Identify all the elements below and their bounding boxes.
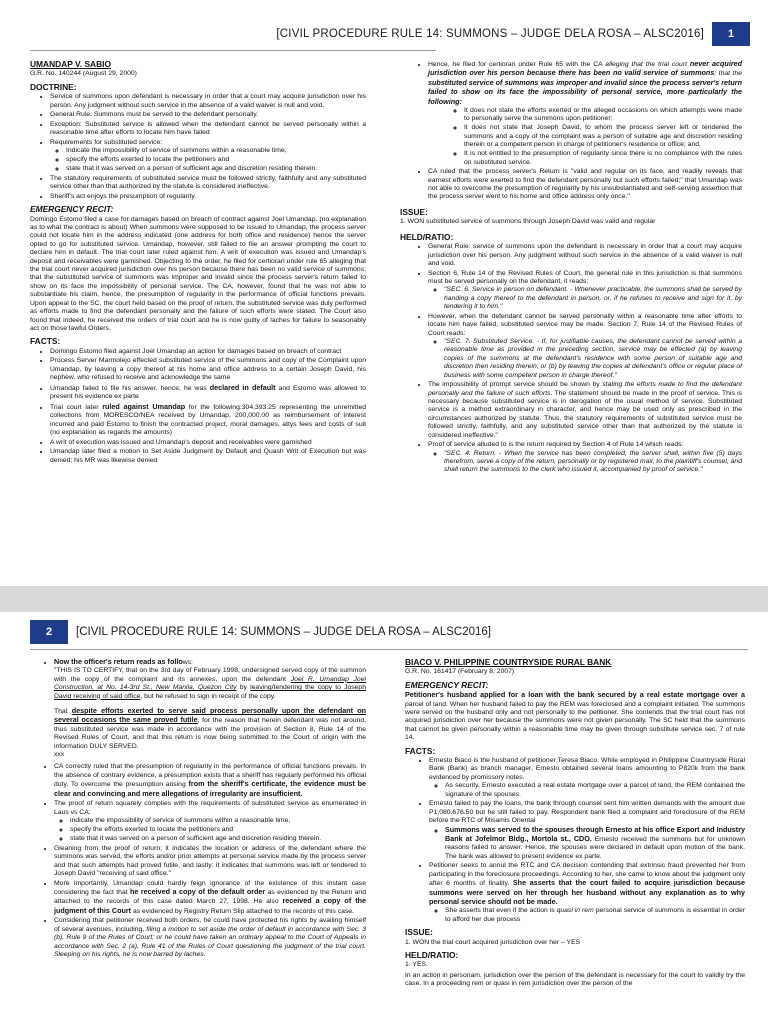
text-run: for the following:304,393.25 representing the unremitted collections from MORESCO/NEA received by Umandap, 200,000.00 as reimbursement of interest incurred and paid Estomo to finish the contracted project, moral damages, attys fees and costs of suit (no explanation as regards the amounts) bbox=[50, 403, 366, 436]
fact-sublist bbox=[429, 826, 745, 862]
text-run: . The statement should be made in the proof of service. This is necessary because substituted service is in derogation of the usual method of service. Substituted service is a method extraordinary in character, and hence may be used only as prescribed in the circumstances authorized by statute. Thus, the statutory requirements of substituted service must be followed strictly, faithfully, and any substituted service other than that authorized by the statute is considered ineffective." bbox=[428, 389, 742, 439]
list-item: • Domingo Estomo filed against Joel Umandap an action for damages based on breach of contract bbox=[50, 348, 366, 356]
list-item: • Gleaning from the proof of return; it indicates the location or address of the defendant where the summons was served, the efforts and/or prior attempts at personal service made by the process server and that such attempts had proved futile, and lastly: it indicates that summons was left or tendered to Joseph David "receiving of said office." bbox=[54, 845, 366, 879]
text-run: he received a copy of the default order bbox=[130, 886, 266, 896]
text-run: quasi in rem bbox=[556, 907, 594, 915]
text-run: never acquired jurisdiction over his person because there has been no valid service of summons bbox=[428, 59, 743, 78]
text-run: Petitioner seeks to annul the RTC and CA decision contending that extrinsic fraud prevented her from participating in the foreclosure proceedings. According to her, she came to know about the judgment only after 6 months of finality. bbox=[429, 862, 745, 888]
list-item bbox=[50, 139, 366, 174]
quote-list bbox=[428, 338, 742, 380]
list-item bbox=[428, 60, 742, 167]
text-run: Ernesto Biaco is the husband of petitioner Teresa Biaco. While employed in Philippine Countryside Rural Bank (Bank) as branch manager, Ernesto obtained several loans amounting to P820k from the bank evidenced by promissory notes. bbox=[429, 757, 745, 781]
case-title: UMANDAP V. SABIO bbox=[30, 59, 111, 69]
issue-text: 1. WON the trial court acquired jurisdiction over her – YES bbox=[405, 938, 581, 946]
list-item: ◦ It does not state the efforts exerted or the alleged occasions on which attempts were made to personally serve the summons upon petitioner; bbox=[464, 107, 742, 124]
recit-paragraph: Domingo Estomo filed a case for damages based on breach of contract against Joel Umandap. (no explanation as to what the contract is about) When summons were supposed to be issued to Umandap, the process server could not locate him in the address indicated (one address for both office and residence) hence the server opted to go for substituted service. Umandap, however, still failed to file an answer prompting the court to declare him in default. The trial court later ruled against him. A writ of execution was issued and Umandap's deposit and receivables were garnished. Objecting to the order, he filed for certiorari under rule 65 alleging that the trial court never acquired jurisdiction over his person because there has been no valid service of summons; that the substituted service of summons was improper and invalid since the process server's return failed to show on its face the impossibility of personal service. The CA, however, found that he was not able to substantiate his claim, hence, the presumption of regularity in the performance of official functions prevails. Upon appeal to the SC, the court held based on the proof of return, the substituted service was duly performed as efforts made to find the defendant personally and the failure of such efforts were stated. The Court also found that indeed, he received the orders of trial court and he is now guilty of laches for failure to seasonably act on those lawful Orders. bbox=[30, 215, 366, 332]
list-item: ◦ state that it was served on a person of sufficient age and discretion residing therein. bbox=[70, 835, 366, 843]
list-item: ◦ specify the efforts exerted to locate the petitioners and bbox=[70, 826, 366, 834]
held-heading: HELD/RATIO: bbox=[400, 231, 454, 242]
requirements-list bbox=[54, 817, 366, 843]
right-column bbox=[405, 658, 745, 991]
list-item: ◦ indicate the impossibility of service of summons within a reasonable time, bbox=[70, 817, 366, 825]
text-run: parcel of land. When her husband failed to pay the REM was foreclosed and a complaint initiated. The summons were served on the husband only and not personally to the petitioner. She contends that the trial court has not acquired jurisdiction over her because the summons were not given personally. The SC held that the summons that cannot be given personally within a reasonable time may be given through substitute service sec. 7 of rule 14. bbox=[405, 700, 745, 742]
header-rule bbox=[30, 649, 748, 650]
text-run: Umandap failed to file his answer, hence, he was bbox=[50, 384, 210, 392]
text-run: from the sheriff's certificate, the evidence must be clear and convincing and mere allegations of irregularity are insufficient. bbox=[54, 779, 366, 798]
text-run: leaving/tendering the copy to Joseph David receiving of said office bbox=[54, 684, 366, 700]
list-item: • The statutory requirements of substituted service must be followed strictly, faithfully and any substituted service other than that authorized by the statute is considered ineffective. bbox=[50, 175, 366, 192]
case-gr-number: G.R. No. 161417 (February 8, 2007) bbox=[405, 668, 515, 676]
left-column bbox=[30, 60, 366, 467]
list-item: ◦ It does not state that Joseph David, to whom the process server left or tendered the summons and a copy of the complaint was a person of suitable age and discretion residing therein or a competent person in charge of petitioner's residence or office; and, bbox=[464, 124, 742, 149]
text-run: Considering that petitioner received both orders, he could have protected his rights by availing himself of several avenues, including, bbox=[54, 917, 366, 933]
text-run: The proof of return squarely complies with the requirements of substituted service as enumerated in Laus vs CA: bbox=[54, 800, 366, 816]
list-item: ◦ As security, Ernesto executed a real estate mortgage over a parcel of land, the REM contained the signature of the spouses. bbox=[445, 782, 745, 799]
held-list bbox=[400, 243, 742, 475]
text-run: Ernesto received the summons but for unknown reasons failed to answer. Hence, the spouses were declared in default upon motion of the bank. The bank was allowed to present evidence ex parte. bbox=[445, 835, 745, 860]
list-item: ◦ state that it was served on a person of sufficient age and discretion residing therein. bbox=[66, 165, 366, 173]
list-item-text: Requirements for substituted service: bbox=[50, 138, 163, 146]
header-rule bbox=[30, 50, 436, 51]
recit-paragraph bbox=[405, 691, 745, 742]
that-paragraph bbox=[54, 707, 366, 751]
return-list bbox=[30, 658, 366, 959]
text-run: "THIS IS TO CERTIFY, that on the 3rd day of February 1998, undersigned served copy of the summon with the copy of the complaint and its annexes, upon the defendant bbox=[54, 667, 366, 683]
list-item bbox=[54, 763, 366, 799]
officer-return-quote bbox=[54, 667, 366, 701]
list-item bbox=[428, 441, 742, 475]
case-title: BIACO V. PHILIPPINE COUNTRYSIDE RURAL BANK bbox=[405, 657, 612, 667]
text-run: , for the reason that herein defendant was not around, thus substituted service was made in accordance with the provision of Section 8, Rule 14 of the Revised Rules of Court, and that this return is now being submitted to the Court of origin with the information DULY SERVED. bbox=[54, 717, 366, 750]
left-column bbox=[30, 658, 366, 961]
list-item bbox=[50, 403, 366, 438]
list-item: • Exception: Substituted service is allowed when the defendant cannot be served personally within a reasonable time after efforts to locate him have failed bbox=[50, 121, 366, 138]
text-run: Proof of service alluded to is the return required by Section 4 of Rule 14 which reads: bbox=[428, 441, 684, 449]
page-header bbox=[276, 22, 750, 46]
text-run: Petitioner's husband applied for a loan with the bank secured by a real estate mortgage over a bbox=[405, 690, 745, 700]
text-run: by bbox=[236, 684, 251, 692]
text-run: despite efforts exerted to serve said process personally upon the defendant on several occasions the same proved futile bbox=[54, 706, 366, 725]
text-run: Trial court later bbox=[50, 403, 103, 411]
text-run: alleging that the trial court bbox=[605, 61, 690, 68]
page-number-badge: 1 bbox=[712, 22, 750, 46]
text-run: That bbox=[54, 708, 72, 716]
issue-heading: ISSUE: bbox=[400, 206, 428, 217]
recit-heading: EMERGENCY RECIT: bbox=[30, 204, 114, 215]
list-item: ◦ Indicate the impossibility of service of summons within a reasonable time, bbox=[66, 147, 366, 155]
text-run: as evidenced by Registry Return Slip attached to the records of this case. bbox=[131, 907, 354, 915]
facts-heading: FACTS: bbox=[30, 336, 61, 347]
list-item: • General Rule: service of summons upon the defendant is necessary in order that a court may acquire jurisdiction over his person. Any judgment without such service in the absence of a valid waiver is null and void. bbox=[428, 243, 742, 268]
text-run: Now the officer's return reads as follo bbox=[54, 657, 183, 666]
text-run: substituted service of summons was improper and invalid since the process server's return failed to show on its face the impossibility of personal service, more particularly the following: bbox=[428, 77, 742, 106]
text-run: ws: bbox=[182, 659, 193, 666]
list-item bbox=[54, 880, 366, 917]
held-text: In an action in personam, jurisdiction over the person of the defendant is necessary for the court to validly try the case. In a proceeding rem or quasi in rem jurisdiction over the person of the bbox=[405, 971, 745, 988]
right-column bbox=[400, 60, 742, 477]
header-title: [CIVIL PROCEDURE RULE 14: SUMMONS – JUDGE DELA ROSA – ALSC2016] bbox=[276, 28, 704, 40]
doctrine-list bbox=[30, 93, 366, 201]
list-item: ◦ "SEC. 4. Return. - When the service has been completed, the server shall, within five (5) days therefrom, serve a copy of the return, personally or by registered mail, to the plaintiff's counsel, and shall return the summons to the clerk who issued it, accompanied by proof of service." bbox=[444, 450, 742, 475]
list-item: • Sheriff's act enjoys the presumption of regularity. bbox=[50, 193, 366, 201]
text-run: filing a motion to set aside the order of default in accordance with Sec. 3 (b), Rule 9 of the Rules of Court; or he could have taken an ordinary appeal to the Court of Appeals in accordance with Sec. 2 (a), Rule 41 of the Rules of Court questioning the judgment of the trial court. Sleeping on his rights, he is now barred by laches. bbox=[54, 925, 367, 958]
list-item bbox=[429, 757, 745, 799]
list-item: • CA ruled that the process server's Return is "valid and regular on its face, and readily reveals that earnest efforts were exerted to find the defendant personally but such efforts failed;" that Umandap was not able to overcome the presumption of regularity by his unsubstantiated and self-serving assertion that the process server went to his home and office address only once." bbox=[428, 168, 742, 202]
list-item bbox=[428, 381, 742, 440]
list-item: ◦ specify the efforts exerted to locate the petitioners and bbox=[66, 156, 366, 164]
text-run: as evidenced by the Return and attached to the records of this case dated March 27, 1998. He also bbox=[54, 888, 366, 906]
list-item bbox=[54, 800, 366, 843]
text-run: and Estomo was allowed to present his evidence ex parte bbox=[50, 384, 366, 401]
list-item bbox=[429, 862, 745, 924]
ruling-sublist bbox=[428, 107, 742, 167]
list-item bbox=[428, 270, 742, 312]
list-item bbox=[54, 658, 366, 759]
text-run: declared in default bbox=[209, 382, 276, 392]
text-run: Hence, he filed for certiorari under Rule 65 with the CA bbox=[428, 61, 606, 68]
list-item bbox=[428, 313, 742, 380]
case-gr-number: G.R. No. 140244 (August 29, 2000) bbox=[30, 70, 137, 78]
held-heading: HELD/RATIO: bbox=[405, 949, 459, 960]
list-item: • General Rule: Summons must be served to the defendant personally. bbox=[50, 111, 366, 119]
text-run: received a copy of the judgment of this Court bbox=[54, 896, 366, 915]
list-item bbox=[50, 384, 366, 402]
facts-list bbox=[405, 757, 745, 924]
text-run: She asserts that even if the action is bbox=[445, 907, 557, 915]
text-run: Summons was served to the spouses through Ernesto at his office Export and Industry Bank at Jofelmor Bldg., Mortola st., CDO. bbox=[445, 824, 745, 843]
quote-list bbox=[428, 286, 742, 311]
text-run: ; that the bbox=[714, 70, 743, 78]
list-item: • Umandap later filed a motion to Set Aside Judgment by Default and Quash Writ of Execution but was denied; his MR was likewise denied bbox=[50, 448, 366, 465]
fact-sublist bbox=[429, 782, 745, 799]
header-title: [CIVIL PROCEDURE RULE 14: SUMMONS – JUDGE DELA ROSA – ALSC2016] bbox=[76, 626, 491, 638]
list-item: • Service of summons upon defendant is necessary in order that a court may acquire jurisdiction over his person. Any judgment without such service in the absence of a valid waiver is null and void. bbox=[50, 93, 366, 110]
issue-text: 1. WON substituted service of summons through Joseph David was valid and regular bbox=[400, 218, 656, 226]
held-text: 1. YES. bbox=[405, 961, 428, 969]
text-run: personal service of summons is essential in order to afford her due process bbox=[445, 907, 745, 923]
list-item bbox=[54, 917, 366, 959]
list-item: • Process Server Marmolejo effected substituted service of the summons and copy of the Complaint upon Umandap, by leaving a copy thereof at his home and office address to a certain Joseph David, his nephew, who refused to receive and acknowledge the same bbox=[50, 357, 366, 382]
text-run: More importantly, Umandap could hardly feign ignorance of the existence of this instant case considering the fact that bbox=[54, 879, 366, 896]
requirements-list bbox=[50, 147, 366, 173]
text-run: The impossibility of prompt service should be shown by bbox=[428, 381, 603, 389]
facts-list bbox=[30, 348, 366, 465]
list-item bbox=[445, 907, 745, 924]
list-item: ◦ It is not entitled to the presumption of regularity since there is no compliance with the rules on substituted service. bbox=[464, 150, 742, 167]
text-run: Ernesto failed to pay the loans, the bank through counsel sent him written demands with the amount due P1,080,676.50 but he still failed to pay. Respondent bank filed a complaint and foreclosure of the REM before the RTC of Misamis Oriental bbox=[429, 800, 745, 825]
list-item: ◦ "SEC. 6. Service in person on defendant. - Whenever practicable, the summons shall be served by handing a copy thereof to the defendant in person, or, if he refuses to receive and sign for it, by tendering it to him." bbox=[444, 286, 742, 311]
page-number-badge: 2 bbox=[30, 620, 68, 644]
list-item bbox=[429, 800, 745, 861]
text-run: Joel R. Umandap Joel Construction, at No. 14-3rd St., New Manila, Quezon City bbox=[54, 675, 367, 692]
text-run: ruled against Umandap bbox=[102, 401, 186, 411]
quote-list bbox=[428, 450, 742, 475]
text-run: CA correctly ruled that the presumption of regularity in the performance of official functions prevails. In the absence of contrary evidence, a presumption exists that a sheriff has regularly performed his official duty. To overcome the presumption arising bbox=[54, 763, 366, 789]
page-header bbox=[30, 620, 491, 644]
recit-heading: EMERGENCY RECIT: bbox=[405, 679, 489, 690]
xxx-marker: xxx bbox=[54, 751, 65, 759]
text-run: stating the efforts made to find the defendant personally and the failure of such efforts bbox=[428, 381, 742, 397]
document-page-2 bbox=[0, 612, 768, 1024]
text-run: Section 6, Rule 14 of the Revised Rules of Court, the general rule in this jurisdiction is that summons must be served personally on the defendant, it reads: bbox=[428, 269, 742, 285]
issue-heading: ISSUE: bbox=[405, 927, 433, 938]
text-run: , but he refused to sign in receipt of the copy. bbox=[140, 692, 276, 700]
list-item: • A writ of execution was issued and Umandap's deposit and receivables were garnished bbox=[50, 439, 366, 447]
text-run: She asserts that the court failed to acquire jurisdiction because summons were served on her through her husband without any explanation as to why personal service should not be made. bbox=[429, 878, 745, 906]
list-item: ◦ "SEC. 7. Substituted Service. - If, for justifiable causes, the defendant cannot be served within a reasonable time as provided in the preceding section, service may be effected (a) by leaving copies of the summons at the defendant's residence with some person of suitable age and discretion then residing therein, or (b) by leaving the copies at defendant's office or regular place of business with some competent person in charge thereof." bbox=[444, 338, 742, 380]
fact-sublist bbox=[429, 907, 745, 924]
doctrine-heading: DOCTRINE: bbox=[30, 81, 77, 92]
list-item bbox=[445, 826, 745, 862]
facts-heading: FACTS: bbox=[405, 745, 436, 756]
ruling-list bbox=[400, 60, 742, 202]
text-run: However, when the defendant cannot be served personally within a reasonable time after efforts to locate him have failed, substituted service may be made. Section 7, Rule 14 of the Revised Rules of Court reads: bbox=[428, 312, 742, 337]
